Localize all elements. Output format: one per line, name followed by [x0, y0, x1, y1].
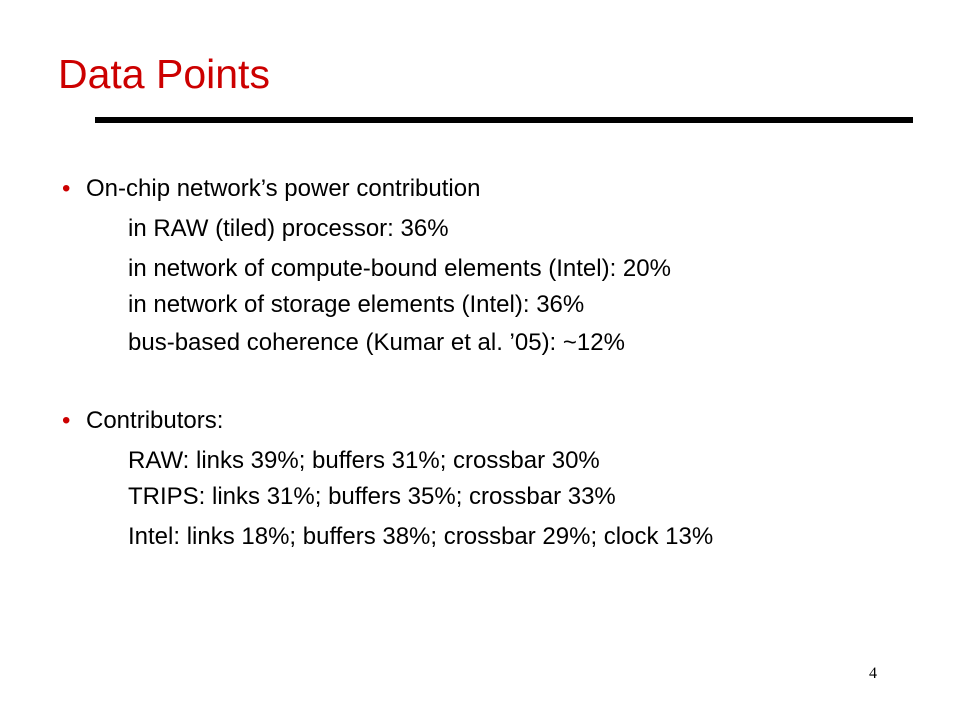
bullet-icon: • — [62, 407, 71, 434]
slide-title: Data Points — [58, 51, 270, 97]
bullet-icon: • — [62, 175, 71, 202]
sub-item: in RAW (tiled) processor: 36% — [128, 215, 449, 242]
sub-item: RAW: links 39%; buffers 31%; crossbar 30% — [128, 447, 600, 474]
bullet-power-contribution — [62, 174, 480, 204]
page-number: 4 — [869, 665, 877, 682]
bullet-contributors — [62, 406, 223, 436]
sub-item: Intel: links 18%; buffers 38%; crossbar 29%; clock 13% — [128, 523, 714, 550]
sub-item: TRIPS: links 31%; buffers 35%; crossbar 33% — [128, 483, 616, 510]
sub-item: bus-based coherence (Kumar et al. ’05): ~12% — [128, 329, 625, 356]
sub-item: in network of storage elements (Intel): 36% — [128, 291, 585, 318]
bullet-heading: Contributors: — [86, 407, 224, 434]
title-divider — [95, 117, 913, 123]
bullet-heading: On-chip network’s power contribution — [86, 175, 481, 202]
sub-item: in network of compute-bound elements (Intel): 20% — [128, 255, 671, 282]
